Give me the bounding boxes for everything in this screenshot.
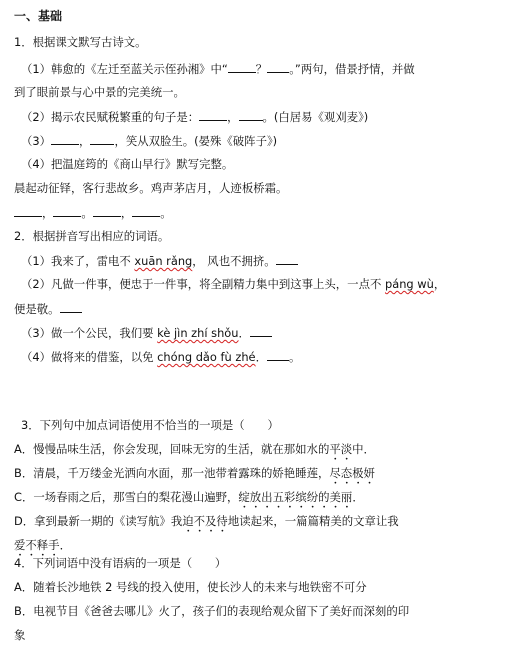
q1-item2: （2）揭示农民赋税繁重的句子是： ， 。(白居易《观刈麦》) bbox=[21, 110, 369, 124]
q2-item2-line1: （2）凡做一件事，便忠于一件事，将全副精力集中到这事上头，一点不 páng wù， bbox=[21, 277, 446, 291]
q1-item1-line2: 到了眼前景与心中景的完美统一。 bbox=[14, 85, 185, 99]
q2-item1: （1）我来了，雷电不 xuān rǎng， 风也不拥挤。 bbox=[21, 253, 298, 268]
q3-option-a: A．慢慢品味生活，你会发现，回味无穷的生活，就在那如水的平淡中． bbox=[14, 442, 375, 456]
q3-stem: 3．下列句中加点词语使用不恰当的一项是（ ） bbox=[21, 418, 279, 432]
answer-blank[interactable] bbox=[228, 61, 256, 73]
q4-option-b-line2: 象 bbox=[14, 628, 26, 642]
q1-stem: 1．根据课文默写古诗文。 bbox=[14, 35, 147, 49]
answer-blank[interactable] bbox=[51, 133, 79, 145]
q1-poem-blanks: ， 。 ， 。 bbox=[14, 205, 172, 220]
q3-option-c: C．一场春雨之后，那雪白的梨花漫山遍野，绽放出五彩缤纷的美丽． bbox=[14, 490, 364, 504]
pinyin: páng wù bbox=[384, 277, 434, 291]
answer-blank[interactable] bbox=[199, 109, 227, 121]
pinyin: kè jìn zhí shǒu bbox=[157, 326, 239, 340]
answer-blank[interactable] bbox=[14, 205, 42, 217]
answer-blank[interactable] bbox=[250, 325, 272, 337]
q2-item2-line2: 便是敬。 bbox=[14, 301, 82, 316]
q1-item3: （3） ， ，笑从双脸生。(晏殊《破阵子》) bbox=[21, 134, 278, 148]
q4-stem: 4．下列词语中没有语病的一项是（ ） bbox=[14, 556, 227, 570]
pinyin: chóng dǎo fù zhé bbox=[157, 350, 256, 364]
q4-option-a: A．随着长沙地铁 2 号线的投入使用，使长沙人的未来与地铁密不可分 bbox=[14, 580, 367, 594]
q1-poem: 晨起动征铎，客行悲故乡。鸡声茅店月，人迹板桥霜。 bbox=[14, 181, 288, 195]
answer-blank[interactable] bbox=[276, 253, 298, 265]
q3-option-b: B．清晨，千万缕金光洒向水面，那一池带着露珠的娇艳睡莲，尽态极妍 bbox=[14, 466, 375, 480]
section-title: 一、基础 bbox=[14, 9, 63, 23]
q1-item4: （4）把温庭筠的《商山早行》默写完整。 bbox=[21, 157, 234, 171]
q3-option-d-line2: 爱不释手． bbox=[14, 538, 71, 552]
answer-blank[interactable] bbox=[53, 205, 81, 217]
q2-item4: （4）做将来的借鉴，以免 chóng dǎo fù zhé． 。 bbox=[21, 350, 301, 364]
q1-item1-line1: （1）韩愈的《左迁至蓝关示侄孙湘》中“ ？ 。”两句，借景抒情，并做 bbox=[21, 62, 415, 76]
answer-blank[interactable] bbox=[239, 109, 263, 121]
pinyin: xuān rǎng bbox=[134, 254, 193, 268]
answer-blank[interactable] bbox=[132, 205, 160, 217]
answer-blank[interactable] bbox=[90, 133, 114, 145]
q3-option-d-line1: D．拿到最新一期的《读写航》我迫不及待地读起来，一篇篇精美的文章让我 bbox=[14, 514, 399, 528]
answer-blank[interactable] bbox=[267, 349, 289, 361]
answer-blank[interactable] bbox=[60, 301, 82, 313]
q2-stem: 2．根据拼音写出相应的词语。 bbox=[14, 229, 170, 243]
answer-blank[interactable] bbox=[93, 205, 121, 217]
q2-item3: （3）做一个公民，我们要 kè jìn zhí shǒu． bbox=[21, 325, 272, 340]
q4-option-b-line1: B．电视节目《爸爸去哪儿》火了，孩子们的表现给观众留下了美好而深刻的印 bbox=[14, 604, 410, 618]
answer-blank[interactable] bbox=[267, 61, 289, 73]
